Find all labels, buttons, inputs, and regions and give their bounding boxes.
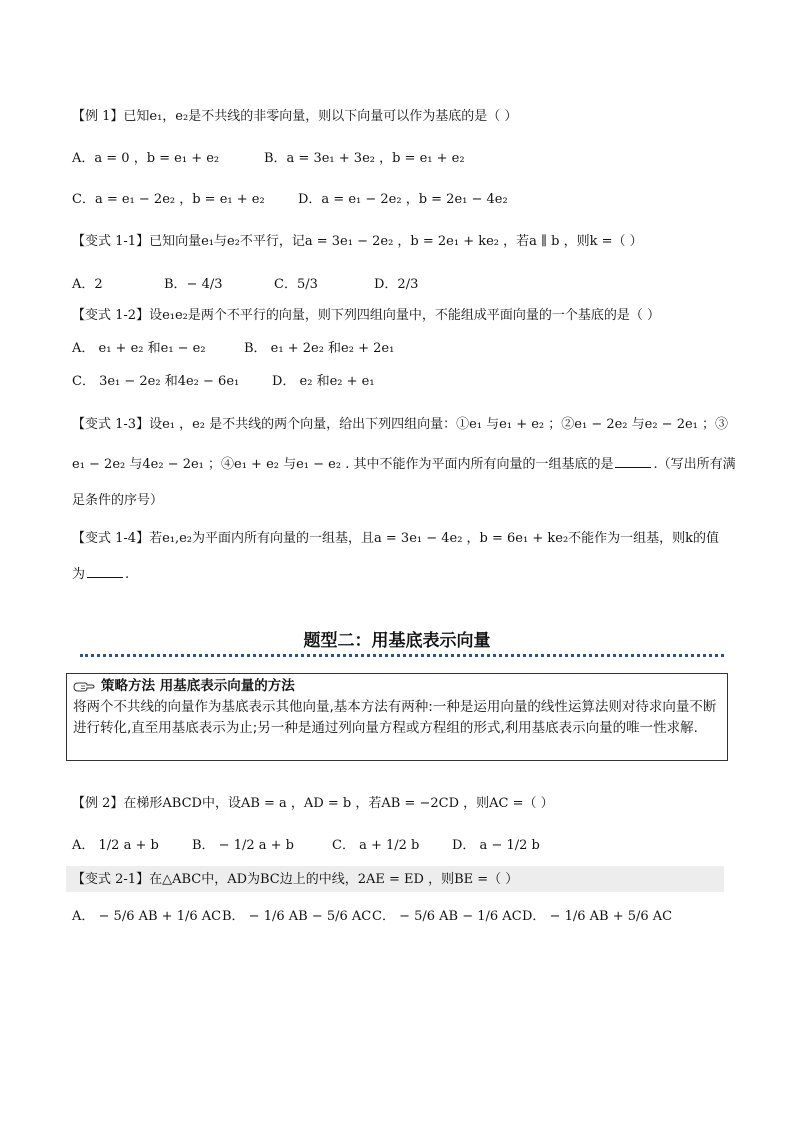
example-1-stem: 【例 1】已知e₁，e₂是不共线的非零向量，则以下向量可以作为基底的是（ ）: [72, 109, 518, 124]
variant-1-3-line1: 【变式 1-3】设e₁ ，e₂ 是不共线的两个向量，给出下列四组向量：①e₁ 与e₁ + e₂ ；②e₁ − 2e₂ 与e₂ − 2e₁ ；③: [72, 417, 729, 432]
variant-1-2-option-c: C． 3e₁ − 2e₂ 和4e₂ − 6e₁: [72, 374, 240, 389]
variant-2-1-option-d: D． − 1/6 AB + 5/6 AC: [522, 909, 673, 924]
variant-1-2-options-row2: [72, 371, 732, 393]
variant-2-1-option-c: C． − 5/6 AB − 1/6 AC: [372, 909, 522, 924]
variant-1-4-line2-tail: .: [125, 567, 130, 582]
variant-1-4-line2: [72, 566, 129, 584]
variant-1-3-line3: 足条件的序号）: [72, 493, 164, 508]
variant-1-2-option-d: D． e₂ 和e₂ + e₁: [272, 374, 375, 389]
section-2-title: 题型二：用基底表示向量: [303, 631, 491, 651]
variant-1-2-options-row1: [72, 338, 732, 360]
example-2-stem: 【例 2】在梯形ABCD中，设AB = a ，AD = b ，若AB = −2CD ，则AC =（ ）: [72, 796, 554, 811]
variant-1-1-option-d: D．2/3: [374, 277, 419, 292]
variant-1-2-option-b: B． e₁ + 2e₂ 和e₂ + 2e₁: [244, 341, 395, 356]
variant-2-1-stem: 【变式 2-1】在△ABC中，AD为BC边上的中线，2AE = ED ，则BE =（ ）: [72, 872, 519, 887]
variant-1-3-line2: [72, 456, 736, 474]
example-1-option-c: C．a = e₁ − 2e₂ ，b = e₁ + e₂: [72, 192, 265, 207]
variant-1-2-option-a: A． e₁ + e₂ 和e₁ − e₂: [72, 341, 206, 356]
strategy-header: [73, 676, 721, 697]
variant-2-1-options: [72, 906, 732, 928]
variant-1-4-line2-text: 为: [72, 567, 86, 582]
variant-1-1-option-a: A．2: [72, 277, 103, 292]
variant-1-1-option-b: B．− 4/3: [164, 277, 223, 292]
example-1-options-row1: [72, 148, 732, 170]
example-2-option-a: A． 1/2 a + b: [72, 838, 159, 853]
variant-2-1-option-a: A． − 5/6 AB + 1/6 AC: [72, 909, 222, 924]
pointing-hand-icon: [73, 680, 95, 694]
example-2-option-d: D． a − 1/2 b: [452, 838, 540, 853]
strategy-text: 将两个不共线的向量作为基底表示其他向量,基本方法有两种:一种是运用向量的线性运算法则对待求向量不断进行转化,直至用基底表示为止;另一种是通过列向量方程或方程组的形式,利用基底表示向量的唯一性求解.: [73, 699, 717, 736]
strategy-box: [66, 673, 728, 761]
variant-1-1-option-c: C．5/3: [274, 277, 318, 292]
variant-2-1-option-b: B． − 1/6 AB − 5/6 AC: [222, 909, 372, 924]
variant-1-3-line2-tail: .（写出所有满: [653, 457, 736, 472]
answer-blank[interactable]: [615, 467, 651, 468]
example-1-option-d: D．a = e₁ − 2e₂ ，b = 2e₁ − 4e₂: [298, 192, 508, 207]
example-2-option-b: B． − 1/2 a + b: [192, 838, 294, 853]
dotted-divider: [80, 654, 724, 657]
answer-blank[interactable]: [87, 577, 123, 578]
example-2-options: [72, 835, 732, 857]
example-2-option-c: C． a + 1/2 b: [332, 838, 420, 853]
example-1-options-row2: [72, 189, 732, 211]
example-1-option-b: B．a = 3e₁ + 3e₂ ，b = e₁ + e₂: [264, 151, 465, 166]
variant-1-4-line1: 【变式 1-4】若e₁,e₂为平面内所有向量的一组基，且a = 3e₁ − 4e₂ ，b = 6e₁ + ke₂不能作为一组基，则k的值: [72, 531, 720, 546]
example-1-option-a: A．a = 0 ，b = e₁ + e₂: [72, 151, 220, 166]
variant-1-1-options: [72, 274, 732, 296]
strategy-title: 策略方法 用基底表示向量的方法: [101, 678, 295, 694]
variant-1-3-line2-text: e₁ − 2e₂ 与4e₂ − 2e₁ ；④e₁ + e₂ 与e₁ − e₂ . 其中不能作为平面内所有向量的一组基底的是: [72, 457, 614, 472]
variant-1-2-stem: 【变式 1-2】设e₁e₂是两个不平行的向量，则下列四组向量中，不能组成平面向量的一个基底的是（ ）: [72, 308, 661, 323]
variant-1-1-stem: 【变式 1-1】已知向量e₁与e₂不平行，记a = 3e₁ − 2e₂ ，b = 2e₁ + ke₂ ，若a ∥ b ，则k =（ ）: [72, 234, 643, 249]
